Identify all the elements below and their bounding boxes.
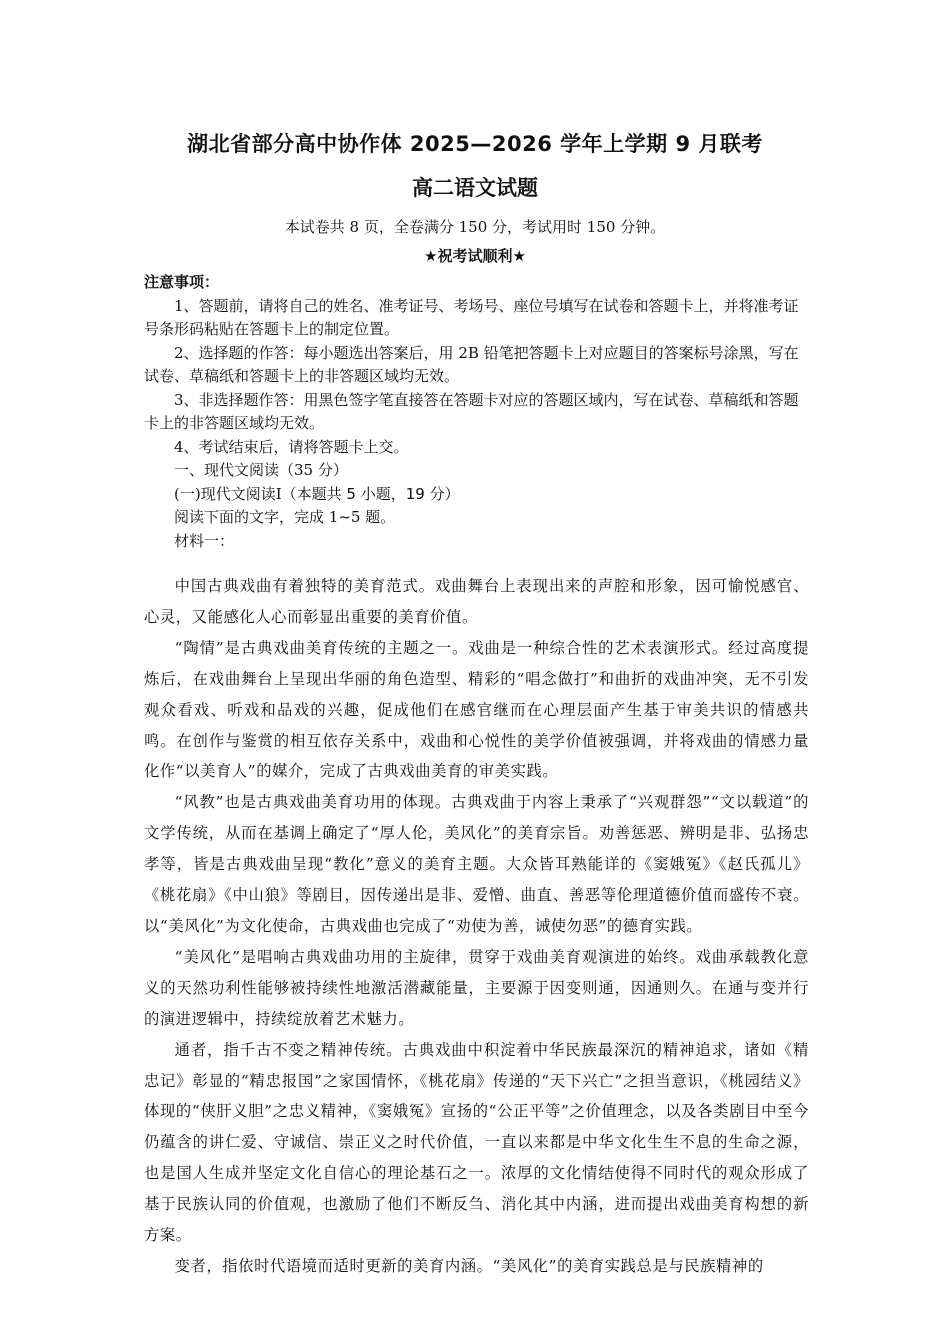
subsection-prefix: (一)现代文阅读Ⅰ	[174, 484, 282, 503]
passage-body	[144, 571, 809, 1282]
reading-instruction: 阅读下面的文字，完成 1~5 题。	[174, 508, 396, 526]
passage-paragraph: 通者，指千古不变之精神传统。古典戏曲中积淀着中华民族最深沉的精神追求，诸如《精忠记》彰显的“精忠报国”之家国情怀，《桃花扇》传递的“天下兴亡”之担当意识，《桃园结义》体现的“侠肝义胆”之忠义精神，《窦娥冤》宣扬的“公正平等”之价值理念，以及各类剧目中至今仍蕴含的讲仁爱、守诚信、崇正义之时代价值，一直以来都是中华文化生生不息的生命之源，也是国人生成并坚定文化自信心的理论基石之一。浓厚的文化情结使得不同时代的观众形成了基于民族认同的价值观，也激励了他们不断反刍、消化其中内涵，进而提出戏曲美育构想的新方案。	[144, 1040, 809, 1245]
passage-paragraph: 中国古典戏曲有着独特的美育范式。戏曲舞台上表现出来的声腔和形象，因可愉悦感官、心灵，又能感化人心而彰显出重要的美育价值。	[144, 577, 809, 626]
notes-section	[144, 271, 809, 553]
exam-info: 本试卷共 8 页，全卷满分 150 分，考试用时 150 分钟。	[284, 218, 666, 236]
note-item: 3、非选择题作答：用黑色签字笔直接答在答题卡对应的答题区域内，写在试卷、草稿纸和答题卡上的非答题区域均无效。	[144, 390, 799, 432]
exam-wish: ★祝考试顺利★	[424, 247, 526, 265]
passage-paragraph: “陶情”是古典戏曲美育传统的主题之一。戏曲是一种综合性的艺术表演形式。经过高度提炼后，在戏曲舞台上呈现出华丽的角色造型、精彩的“唱念做打”和曲折的戏曲冲突，无不引发观众看戏、听戏和品戏的兴趣，促成他们在感官继而在心理层面产生基于审美共识的情感共鸣。在创作与鉴赏的相互依存关系中，戏曲和心悦性的美学价值被强调，并将戏曲的情感力量化作“以美育人”的媒介，完成了古典戏曲美育的审美实践。	[144, 638, 809, 781]
exam-title: 湖北省部分高中协作体 2025—2026 学年上学期 9 月联考	[187, 132, 763, 156]
notes-heading: 注意事项：	[144, 273, 220, 291]
passage-paragraph: 变者，指依时代语境而适时更新的美育内涵。“美风化”的美育实践总是与民族精神的	[174, 1256, 764, 1275]
note-item: 2、选择题的作答：每小题选出答案后，用 2B 铅笔把答题卡上对应题目的答案标号涂黑，写在试卷、草稿纸和答题卡上的非答题区域均无效。	[144, 343, 799, 385]
passage-paragraph: “美风化”是唱响古典戏曲功用的主旋律，贯穿于戏曲美育观演进的始终。戏曲承载教化意义的天然功利性能够被持续性地激活潜藏能量，主要源于因变则通，因通则久。在通与变并行的演进逻辑中，持续绽放着艺术魅力。	[144, 947, 809, 1028]
part-heading: 一、现代文阅读（35 分）	[174, 461, 348, 479]
material-label: 材料一：	[174, 531, 235, 550]
subsection-heading	[144, 483, 809, 507]
note-item: 1、答题前，请将自己的姓名、准考证号、考场号、座位号填写在试卷和答题卡上，并将准考证号条形码粘贴在答题卡上的制定位置。	[144, 296, 799, 338]
subsection-note: （本题共 5 小题，19 分）	[281, 484, 460, 503]
passage-paragraph: “风教”也是古典戏曲美育功用的体现。古典戏曲于内容上秉承了“兴观群怨”“文以载道”的文学传统，从而在基调上确定了“厚人伦，美风化”的美育宗旨。劝善惩恶、辨明是非、弘扬忠孝等，皆是古典戏曲呈现“教化”意义的美育主题。大众皆耳熟能详的《窦娥冤》《赵氏孤儿》《桃花扇》《中山狼》等剧目，因传递出是非、爱憎、曲直、善恶等伦理道德价值而盛传不衰。以“美风化”为文化使命，古典戏曲也完成了“劝使为善，诫使勿恶”的德育实践。	[144, 793, 809, 935]
note-item: 4、考试结束后，请将答题卡上交。	[174, 437, 409, 456]
exam-subtitle: 高二语文试题	[412, 176, 538, 200]
